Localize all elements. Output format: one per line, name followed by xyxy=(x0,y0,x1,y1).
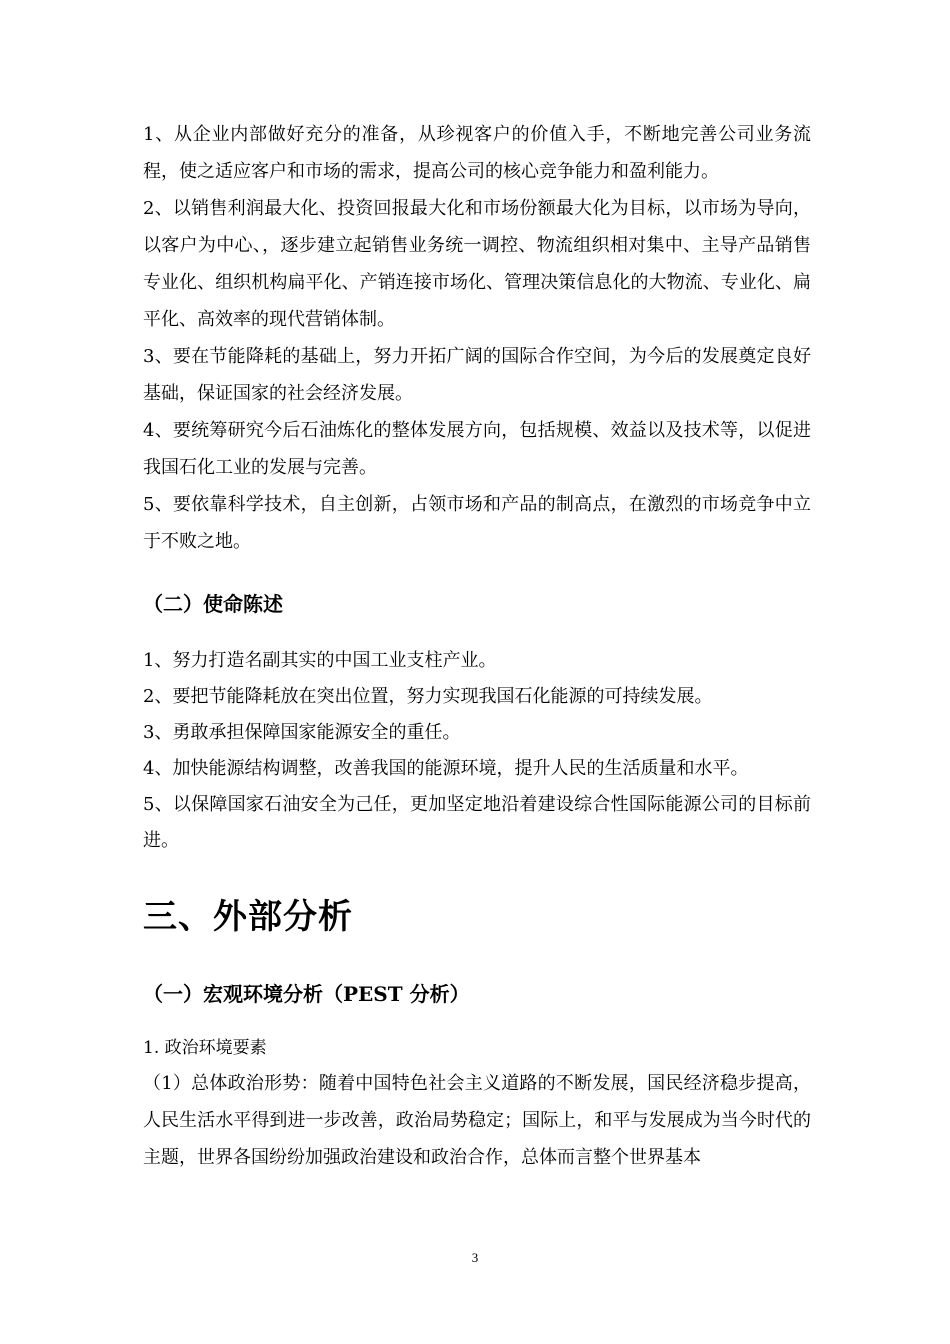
political-environment-heading: 1. 政治环境要素 xyxy=(143,1038,267,1058)
mission-heading: （二）使命陈述 xyxy=(143,592,283,616)
mission-item-4: 4、加快能源结构调整，改善我国的能源环境，提升人民的生活质量和水平。 xyxy=(143,758,749,779)
strategy-item-5: 5、要依靠科学技术，自主创新，占领市场和产品的制高点，在激烈的市场竞争中立于不败之地。 xyxy=(143,494,811,552)
external-analysis-title: 三、外部分析 xyxy=(143,897,353,937)
macro-environment-heading: （一）宏观环境分析（PEST 分析） xyxy=(143,982,470,1006)
strategy-list xyxy=(143,116,811,560)
page-number: 3 xyxy=(471,1250,479,1265)
page-content xyxy=(143,116,811,1176)
mission-item-2: 2、要把节能降耗放在突出位置，努力实现我国石化能源的可持续发展。 xyxy=(143,686,713,707)
strategy-item-1: 1、从企业内部做好充分的准备，从珍视客户的价值入手，不断地完善公司业务流程，使之适应客户和市场的需求，提高公司的核心竞争能力和盈利能力。 xyxy=(143,124,811,182)
strategy-item-4: 4、要统筹研究今后石油炼化的整体发展方向，包括规模、效益以及技术等，以促进我国石化工业的发展与完善。 xyxy=(143,420,811,478)
mission-item-5: 5、以保障国家石油安全为己任，更加坚定地沿着建设综合性国际能源公司的目标前进。 xyxy=(143,794,811,851)
strategy-item-2: 2、以销售利润最大化、投资回报最大化和市场份额最大化为目标，以市场为导向，以客户为中心、，逐步建立起销售业务统一调控、物流组织相对集中、主导产品销售专业化、组织机构扁平化、产销连接市场化、管理决策信息化的大物流、专业化、扁平化、高效率的现代营销体制。 xyxy=(143,198,811,330)
mission-item-1: 1、努力打造名副其实的中国工业支柱产业。 xyxy=(143,650,497,671)
strategy-item-3: 3、要在节能降耗的基础上，努力开拓广阔的国际合作空间，为今后的发展奠定良好基础，保证国家的社会经济发展。 xyxy=(143,346,811,404)
mission-list xyxy=(143,643,811,859)
political-situation-paragraph: （1）总体政治形势：随着中国特色社会主义道路的不断发展，国民经济稳步提高，人民生活水平得到进一步改善，政治局势稳定；国际上，和平与发展成为当今时代的主题，世界各国纷纷加强政治建设和政治合作，总体而言整个世界基本 xyxy=(143,1073,811,1168)
mission-item-3: 3、勇敢承担保障国家能源安全的重任。 xyxy=(143,722,461,743)
